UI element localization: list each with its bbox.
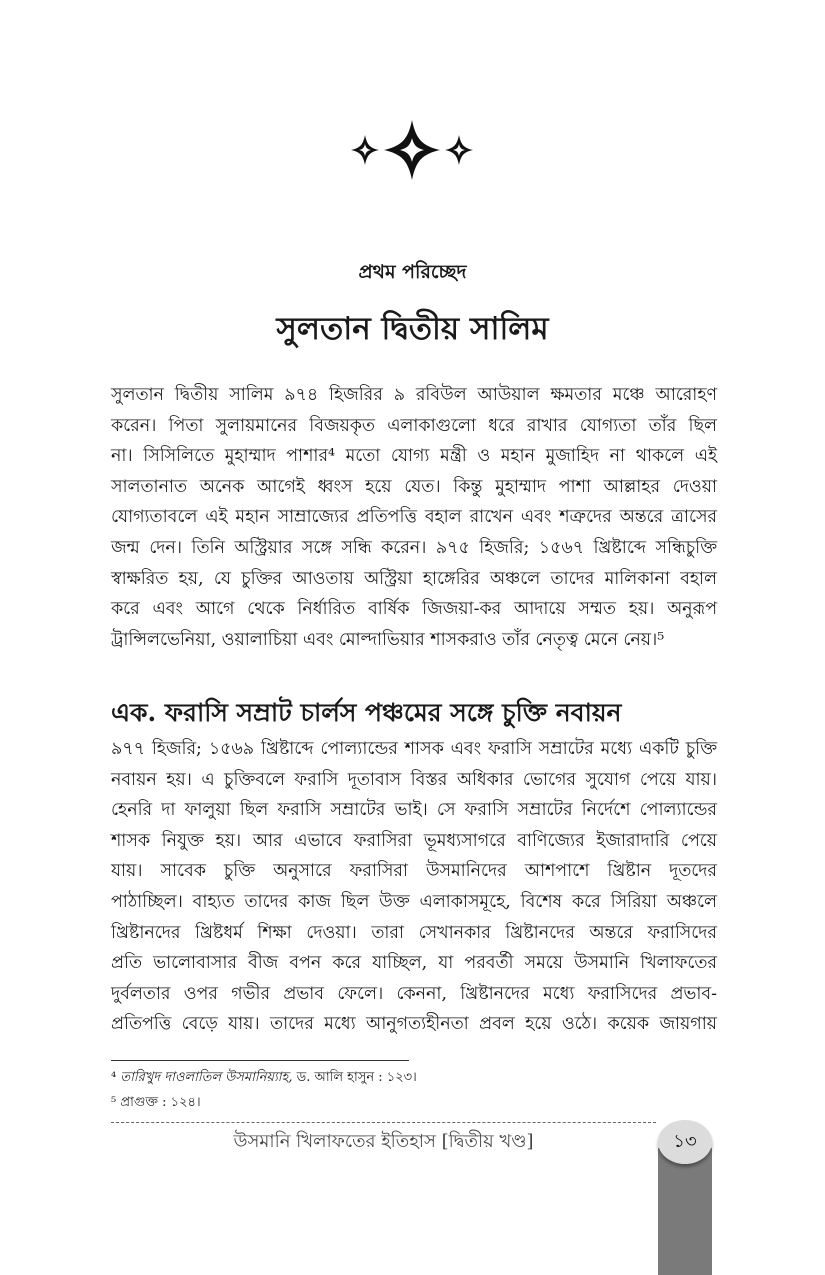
chapter-title: সুলতান দ্বিতীয় সালিম xyxy=(276,311,549,347)
footnote-source-title: তারিখুদ দাওলাতিল উসমানিয়্যাহ, xyxy=(120,1070,293,1085)
text-line: ট্রান্সিলভেনিয়া, ওয়ালাচিয়া এবং মোল্দাভিয়ার শাসকরাও তাঁর নেতৃত্ব মেনে নেয়।⁵ xyxy=(111,629,665,650)
text-line: করেন। পিতা সুলায়মানের বিজয়কৃত এলাকাগুলো ধরে রাখার যোগ্যতা তাঁর ছিল xyxy=(111,415,717,436)
text-line: করে এবং আগে থেকে নির্ধারিত বার্ষিক জিজয়া-কর আদায়ে সম্মত হয়। অনুরূপ xyxy=(111,599,717,620)
paragraph-2 xyxy=(111,734,717,1040)
text-line: দুর্বলতার ওপর গভীর প্রভাব ফেলে। কেননা, খ্রিষ্টানদের মধ্যে ফরাসিদের প্রভাব- xyxy=(111,983,717,1004)
footnote-mark: ⁴ xyxy=(111,1070,117,1085)
text-line: স্বাক্ষরিত হয়, যে চুক্তির আওতায় অস্ট্রিয়া হাঙ্গেরির অঞ্চলে তাদের মালিকানা বহাল xyxy=(111,568,717,589)
running-footer-title: উসমানি খিলাফতের ইতিহাস [দ্বিতীয় খণ্ড] xyxy=(233,1131,534,1152)
section-heading: এক. ফরাসি সম্রাট চার্লস পঞ্চমের সঙ্গে চুক্তি নবায়ন xyxy=(111,698,622,727)
text-line: শাসক নিযুক্ত হয়। আর এভাবে ফরাসিরা ভূমধ্যসাগরে বাণিজ্যের ইজারাদারি পেয়ে xyxy=(111,830,717,851)
chapter-label: প্রথম পরিচ্ছেদ xyxy=(358,261,467,283)
text-line: হেনরি দা ফালুয়া ছিল ফরাসি সম্রাটের ভাই। সে ফরাসি সম্রাটের নির্দেশে পোল্যান্ডের xyxy=(111,800,717,821)
page-number: ১৩ xyxy=(658,1120,712,1164)
text-line: সুলতান দ্বিতীয় সালিম ৯৭৪ হিজরির ৯ রবিউল আউয়াল ক্ষমতার মঞ্চে আরোহণ xyxy=(111,385,717,405)
page-edge-tab xyxy=(658,1148,712,1275)
footnote-divider xyxy=(111,1060,409,1061)
text-line: পাঠাচ্ছিল। বাহ্যত তাদের কাজ ছিল উক্ত এলাকাসমূহে, বিশেষ করে সিরিয়া অঞ্চলে xyxy=(111,891,717,912)
text-line: খ্রিষ্টানদের খ্রিষ্টধর্ম শিক্ষা দেওয়া। তারা সেখানকার খ্রিষ্টানদের অন্তরে ফরাসিদের xyxy=(111,922,717,943)
star-ornament-icon xyxy=(345,118,480,182)
text-line: প্রতি ভালোবাসার বীজ বপন করে যাচ্ছিল, যা পরবর্তী সময়ে উসমানি খিলাফতের xyxy=(111,953,717,974)
text-line: যায়। সাবেক চুক্তি অনুসারে ফরাসিরা উসমানিদের আশপাশে খ্রিষ্টান দূতদের xyxy=(111,861,717,882)
footnote-text: ড. আলি হাসুন : ১২৩। xyxy=(292,1070,417,1085)
text-line: ৯৭৭ হিজরি; ১৫৬৯ খ্রিষ্টাব্দে পোল্যান্ডের শাসক এবং ফরাসি সম্রাটের মধ্যে একটি চুক্তি xyxy=(111,739,717,759)
footnote-4 xyxy=(111,1069,417,1087)
text-line: জন্ম দেন। তিনি অস্ট্রিয়ার সঙ্গে সন্ধি করেন। ৯৭৫ হিজরি; ১৫৬৭ খ্রিষ্টাব্দে সন্ধিচুক্তি xyxy=(111,537,717,558)
footnote-text: প্রাগুক্ত : ১২৪। xyxy=(120,1095,201,1110)
footnote-mark: ⁵ xyxy=(111,1095,117,1110)
text-line: না। সিসিলিতে মুহাম্মাদ পাশার⁴ মতো যোগ্য মন্ত্রী ও মহান মুজাহিদ না থাকলে এই xyxy=(111,446,717,467)
text-line: সালতানাত অনেক আগেই ধ্বংস হয়ে যেত। কিন্তু মুহাম্মাদ পাশা আল্লাহর দেওয়া xyxy=(111,476,717,497)
text-line: যোগ্যতাবলে এই মহান সাম্রাজ্যের প্রতিপত্তি বহাল রাখেন এবং শত্রুদের অন্তরে ত্রাসের xyxy=(111,507,717,528)
footer-divider xyxy=(111,1122,656,1123)
text-line: নবায়ন হয়। এ চুক্তিবলে ফরাসি দূতাবাস বিস্তর অধিকার ভোগের সুযোগ পেয়ে যায়। xyxy=(111,769,717,790)
footnote-5 xyxy=(111,1094,201,1112)
paragraph-1 xyxy=(111,380,717,655)
text-line: প্রতিপত্তি বেড়ে যায়। তাদের মধ্যে আনুগত্যহীনতা প্রবল হয়ে ওঠে। কয়েক জায়গায় xyxy=(111,1014,717,1035)
